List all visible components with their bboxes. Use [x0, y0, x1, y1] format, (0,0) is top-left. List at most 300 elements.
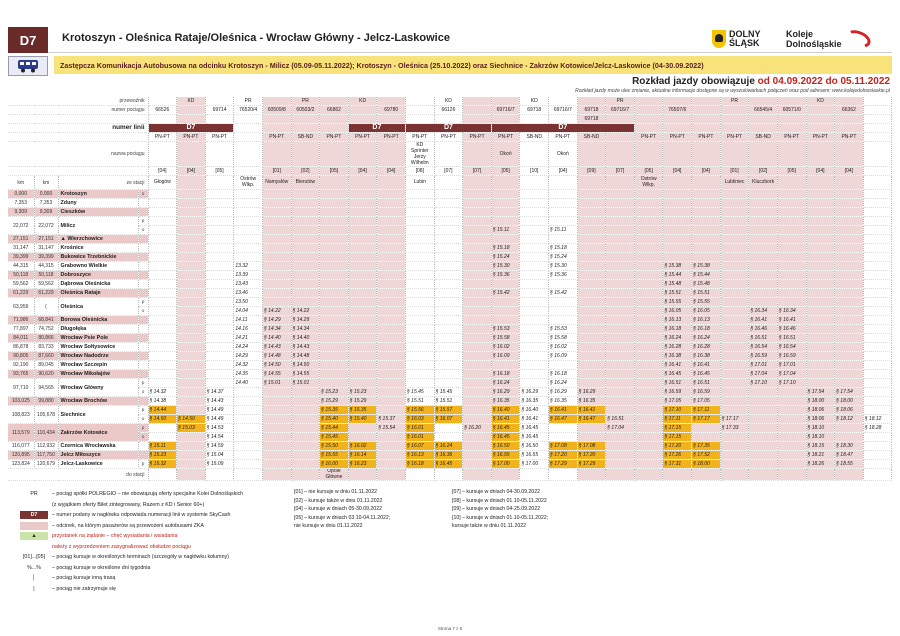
- days-cell: PN-PT: [777, 133, 806, 142]
- time-cell: [148, 235, 177, 244]
- note-code-cell: [05]: [491, 167, 520, 176]
- time-cell: [205, 334, 234, 343]
- time-cell: § 15.37: [377, 415, 406, 424]
- station-name: Wrocław Sołtysowice: [58, 343, 138, 352]
- time-cell: [835, 190, 864, 199]
- line-cell: [720, 124, 749, 133]
- time-cell: [863, 289, 892, 298]
- time-cell: [463, 190, 492, 199]
- days-cell: [863, 133, 892, 142]
- time-cell: [406, 352, 435, 361]
- train-number-2: [463, 115, 492, 124]
- time-cell: [491, 361, 520, 370]
- time-cell: [806, 316, 835, 325]
- time-cell: § 16.29: [549, 388, 578, 397]
- from-station-cell: [863, 176, 892, 190]
- spacer: [8, 115, 148, 124]
- time-cell: § 16.29: [577, 388, 606, 397]
- time-cell: [720, 352, 749, 361]
- time-cell: [463, 307, 492, 316]
- time-cell: [320, 235, 349, 244]
- note-code-cell: [04]: [692, 167, 721, 176]
- time-cell: [320, 361, 349, 370]
- to-station-cell: [692, 469, 721, 481]
- to-station-cell: [434, 469, 463, 481]
- time-cell: [148, 379, 177, 388]
- time-cell: [234, 388, 263, 397]
- carrier-label: przewoźnik: [8, 97, 148, 106]
- time-cell: [806, 253, 835, 262]
- time-cell: § 18.15: [806, 442, 835, 451]
- time-cell: [234, 253, 263, 262]
- km-value: 86,878: [8, 343, 34, 352]
- time-cell: § 14.43: [262, 343, 291, 352]
- arr-dep-marker: o: [138, 388, 148, 397]
- line-number-label: numer linii: [8, 124, 148, 133]
- time-cell: [262, 271, 291, 280]
- time-cell: [806, 379, 835, 388]
- time-cell: [406, 343, 435, 352]
- time-cell: [377, 334, 406, 343]
- time-cell: § 14.29: [262, 316, 291, 325]
- train-name-cell: [634, 142, 663, 167]
- time-cell: [720, 307, 749, 316]
- note-code-cell: [04]: [549, 167, 578, 176]
- time-cell: § 15.23: [348, 388, 377, 397]
- time-cell: [777, 190, 806, 199]
- legend-text: – numer podany w nagłówku odpowiada numeracji linii w systemie SkyCash: [52, 512, 231, 519]
- train-name-cell: [606, 142, 635, 167]
- arr-dep-marker: [138, 271, 148, 280]
- legend-key: D7: [20, 511, 48, 519]
- time-cell: [434, 343, 463, 352]
- time-cell: [777, 451, 806, 460]
- time-cell: [835, 379, 864, 388]
- carrier-cell: [320, 97, 349, 106]
- time-cell: § 15.50: [320, 442, 349, 451]
- km-value: 103,025: [8, 397, 34, 406]
- time-cell: [348, 199, 377, 208]
- station-name: ▲ Wierzchowice: [58, 235, 138, 244]
- arr-dep-marker: [138, 280, 148, 289]
- from-station-cell: Bierutów: [291, 176, 320, 190]
- time-cell: [291, 433, 320, 442]
- train-number-2: [148, 115, 177, 124]
- time-cell: [177, 208, 206, 217]
- carrier-cell: [835, 97, 864, 106]
- time-cell: [320, 334, 349, 343]
- time-cell: [262, 262, 291, 271]
- time-cell: [663, 253, 692, 262]
- from-station-cell: [177, 176, 206, 190]
- train-number-cell: 60503/2: [291, 106, 320, 115]
- days-cell: PN-PT: [177, 133, 206, 142]
- time-cell: [234, 460, 263, 469]
- time-cell: § 17.17: [692, 415, 721, 424]
- time-cell: [320, 325, 349, 334]
- time-cell: [491, 190, 520, 199]
- time-cell: § 16.35: [520, 397, 549, 406]
- time-cell: [434, 361, 463, 370]
- train-number-cell: [863, 106, 892, 115]
- time-cell: § 17.04: [777, 370, 806, 379]
- time-cell: [177, 235, 206, 244]
- time-cell: § 16.59: [692, 388, 721, 397]
- time-cell: § 15.54: [377, 424, 406, 433]
- time-cell: [406, 307, 435, 316]
- time-cell: [406, 199, 435, 208]
- train-number-2: [777, 115, 806, 124]
- time-cell: [291, 451, 320, 460]
- time-cell: § 14.49: [205, 406, 234, 415]
- time-cell: § 16.18: [406, 460, 435, 469]
- time-cell: [377, 262, 406, 271]
- days-cell: PN-PT: [434, 133, 463, 142]
- time-cell: § 14.38: [148, 397, 177, 406]
- train-name-cell: [234, 142, 263, 167]
- time-cell: § 16.54: [777, 343, 806, 352]
- train-number-2: [491, 115, 520, 124]
- km-value: 22,072: [8, 217, 34, 235]
- time-cell: [262, 289, 291, 298]
- time-cell: [434, 217, 463, 226]
- time-cell: [148, 289, 177, 298]
- train-number-2: [606, 115, 635, 124]
- legend-text: – pociąg kursuje w określonych terminach (szczegóły w nagłówku kolumny): [52, 554, 229, 561]
- note-code-cell: [07]: [434, 167, 463, 176]
- time-cell: [835, 352, 864, 361]
- time-cell: [520, 334, 549, 343]
- time-cell: [520, 379, 549, 388]
- time-cell: [205, 244, 234, 253]
- train-number-cell: 66362: [835, 106, 864, 115]
- time-cell: [348, 217, 377, 226]
- time-cell: § 18.00: [835, 397, 864, 406]
- time-cell: § 17.15: [663, 433, 692, 442]
- time-cell: § 16.45: [434, 460, 463, 469]
- legend-key: [20, 522, 48, 530]
- time-cell: [463, 289, 492, 298]
- time-cell: [520, 289, 549, 298]
- km2-value: 0,000: [34, 190, 58, 199]
- arr-dep-marker: [138, 343, 148, 352]
- time-cell: [377, 406, 406, 415]
- time-cell: § 16.02: [348, 442, 377, 451]
- time-cell: § 15.51: [663, 289, 692, 298]
- note-item: [04] – kursuje w dniach 05-30.09.2022: [294, 506, 382, 513]
- time-cell: § 16.40: [520, 406, 549, 415]
- time-cell: [406, 217, 435, 226]
- km2-value: 90,620: [34, 370, 58, 379]
- from-station-cell: Głogów: [148, 176, 177, 190]
- time-cell: § 14.50: [262, 361, 291, 370]
- time-cell: § 17.04: [606, 424, 635, 433]
- time-cell: [577, 289, 606, 298]
- time-cell: § 17.52: [692, 451, 721, 460]
- time-cell: [634, 280, 663, 289]
- km-value: 31,147: [8, 244, 34, 253]
- time-cell: [520, 244, 549, 253]
- time-cell: [377, 388, 406, 397]
- time-cell: [577, 352, 606, 361]
- time-cell: [434, 298, 463, 307]
- time-cell: [692, 208, 721, 217]
- train-number-cell: 66862: [320, 106, 349, 115]
- time-cell: [863, 325, 892, 334]
- time-cell: [777, 442, 806, 451]
- station-name: Zduny: [58, 199, 138, 208]
- time-cell: [463, 235, 492, 244]
- time-cell: § 16.51: [663, 379, 692, 388]
- station-name: Wrocław Mikołajów: [58, 370, 138, 379]
- time-cell: [549, 298, 578, 307]
- time-cell: [634, 199, 663, 208]
- time-cell: § 17.26: [663, 451, 692, 460]
- time-cell: [377, 190, 406, 199]
- time-cell: 14.04: [234, 307, 263, 316]
- time-cell: [577, 334, 606, 343]
- time-cell: [606, 226, 635, 235]
- note-item: [05] – kursuje w dniach 03.10-04.11.2022;: [294, 514, 391, 521]
- time-cell: [320, 244, 349, 253]
- time-cell: § 16.18: [692, 325, 721, 334]
- note-code-cell: [05]: [634, 167, 663, 176]
- time-cell: [177, 334, 206, 343]
- time-cell: [377, 361, 406, 370]
- time-cell: § 16.35: [549, 397, 578, 406]
- to-station-cell: [606, 469, 635, 481]
- time-cell: § 18.10: [806, 424, 835, 433]
- time-cell: [606, 307, 635, 316]
- from-station-cell: [606, 176, 635, 190]
- time-cell: § 14.22: [291, 307, 320, 316]
- train-number-2: [663, 115, 692, 124]
- legend-item: [20, 542, 880, 553]
- time-cell: [434, 370, 463, 379]
- time-cell: [720, 226, 749, 235]
- time-cell: § 16.24: [549, 379, 578, 388]
- time-cell: § 15.01: [291, 379, 320, 388]
- time-cell: [634, 253, 663, 262]
- note-code-cell: [863, 167, 892, 176]
- note-item: [07] – kursuje w dniach 04-30.09.2022: [452, 489, 540, 495]
- train-name-cell: [291, 142, 320, 167]
- to-station-cell: [463, 469, 492, 481]
- time-cell: § 16.02: [491, 343, 520, 352]
- time-cell: [320, 253, 349, 262]
- from-station-label: ze stacji: [58, 176, 148, 190]
- note-code-cell: [05]: [777, 167, 806, 176]
- km2-header: km: [34, 176, 58, 190]
- time-cell: 13.32: [234, 262, 263, 271]
- time-cell: [434, 316, 463, 325]
- time-cell: § 15.55: [320, 451, 349, 460]
- station-name: Czernica Wrocławska: [58, 442, 138, 451]
- bus-icon: [8, 56, 48, 76]
- time-cell: § 14.50: [177, 415, 206, 424]
- carrier-cell: [749, 97, 778, 106]
- time-cell: § 16.01: [406, 433, 435, 442]
- time-cell: § 16.59: [777, 352, 806, 361]
- time-cell: [720, 199, 749, 208]
- time-cell: [663, 217, 692, 226]
- time-cell: [148, 325, 177, 334]
- time-cell: [777, 460, 806, 469]
- line-cell: [262, 124, 291, 133]
- time-cell: [634, 190, 663, 199]
- time-cell: § 15.30: [549, 262, 578, 271]
- note-item: nie kursuje w dniu 01.11.2022: [294, 523, 363, 530]
- time-cell: [863, 370, 892, 379]
- time-cell: § 17.20: [549, 451, 578, 460]
- carrier-cell: [262, 97, 291, 106]
- time-cell: [863, 262, 892, 271]
- time-cell: [634, 262, 663, 271]
- note-item: [02] – kursuje także w dniu 01.11.2022: [294, 497, 383, 504]
- km2-value: 87,660: [34, 352, 58, 361]
- time-cell: [863, 406, 892, 415]
- time-cell: [806, 298, 835, 307]
- time-cell: [463, 325, 492, 334]
- station-name: Długołęka: [58, 325, 138, 334]
- time-cell: [577, 370, 606, 379]
- km2-value: 22,072: [34, 217, 58, 235]
- time-cell: [835, 289, 864, 298]
- time-cell: § 18.10: [806, 433, 835, 442]
- time-cell: [634, 361, 663, 370]
- train-number-cell: 76520/4: [234, 106, 263, 115]
- time-cell: § 16.38: [692, 352, 721, 361]
- km-header: km: [8, 176, 34, 190]
- time-cell: [806, 208, 835, 217]
- time-cell: [835, 316, 864, 325]
- time-cell: § 16.24: [491, 379, 520, 388]
- time-cell: [177, 397, 206, 406]
- time-cell: [663, 190, 692, 199]
- time-cell: § 18.06: [806, 415, 835, 424]
- note-code-cell: [09]: [577, 167, 606, 176]
- km2-value: 80,866: [34, 334, 58, 343]
- time-cell: [291, 226, 320, 235]
- km-value: 59,562: [8, 280, 34, 289]
- time-cell: [205, 253, 234, 262]
- time-cell: [406, 370, 435, 379]
- time-cell: [262, 253, 291, 262]
- time-cell: [148, 280, 177, 289]
- to-station-label: do stacji: [8, 469, 148, 481]
- eagle-shield-icon: [712, 30, 726, 48]
- time-cell: [348, 370, 377, 379]
- time-cell: [234, 451, 263, 460]
- time-cell: [262, 460, 291, 469]
- to-station-cell: [491, 469, 520, 481]
- time-cell: § 15.38: [692, 262, 721, 271]
- time-cell: [835, 262, 864, 271]
- legend-text: przystanek na żądanie – chęć wysiadania i wsiadania: [52, 533, 178, 540]
- from-station-cell: [806, 176, 835, 190]
- time-cell: [806, 244, 835, 253]
- time-cell: [434, 379, 463, 388]
- arr-dep-marker: p: [138, 298, 148, 307]
- time-cell: [205, 307, 234, 316]
- station-name: Wrocław Brochów: [58, 397, 138, 406]
- carrier-cell: [463, 97, 492, 106]
- time-cell: [634, 226, 663, 235]
- time-cell: § 17.54: [806, 388, 835, 397]
- time-cell: [291, 406, 320, 415]
- carrier-cell: KD: [806, 97, 835, 106]
- time-cell: [749, 442, 778, 451]
- time-cell: [234, 226, 263, 235]
- time-cell: § 17.35: [692, 442, 721, 451]
- to-station-cell: [177, 469, 206, 481]
- time-cell: [835, 433, 864, 442]
- time-cell: [320, 307, 349, 316]
- arr-dep-marker: o: [138, 226, 148, 235]
- arr-dep-marker: [138, 316, 148, 325]
- time-cell: [863, 271, 892, 280]
- time-cell: [863, 397, 892, 406]
- km-value: 108,823: [8, 406, 34, 424]
- time-cell: § 16.07: [406, 442, 435, 451]
- time-cell: [520, 352, 549, 361]
- time-cell: [606, 451, 635, 460]
- days-label: [8, 133, 148, 142]
- time-cell: [177, 379, 206, 388]
- time-cell: § 14.37: [205, 388, 234, 397]
- time-cell: [262, 397, 291, 406]
- time-cell: [291, 460, 320, 469]
- time-cell: [148, 208, 177, 217]
- time-cell: § 16.13: [692, 316, 721, 325]
- time-cell: [606, 352, 635, 361]
- train-name-cell: [348, 142, 377, 167]
- time-cell: [520, 262, 549, 271]
- train-number-cell: [634, 106, 663, 115]
- route-title: Krotoszyn - Oleśnica Rataje/Oleśnica - Wrocław Główny - Jelcz-Laskowice: [62, 32, 450, 44]
- time-cell: [434, 235, 463, 244]
- time-cell: § 16.54: [749, 343, 778, 352]
- time-cell: [634, 397, 663, 406]
- time-cell: [777, 208, 806, 217]
- time-cell: § 16.41: [520, 415, 549, 424]
- time-cell: [377, 289, 406, 298]
- legend-item: [20, 521, 880, 532]
- time-cell: [463, 217, 492, 226]
- time-cell: [520, 226, 549, 235]
- time-cell: [520, 271, 549, 280]
- time-cell: § 16.41: [549, 406, 578, 415]
- time-cell: [377, 271, 406, 280]
- time-cell: [234, 415, 263, 424]
- train-number-cell: 66126: [434, 106, 463, 115]
- time-cell: [234, 397, 263, 406]
- train-name-cell: [663, 142, 692, 167]
- carrier-cell: KD: [348, 97, 377, 106]
- note-code-cell: [01]: [262, 167, 291, 176]
- time-cell: [520, 298, 549, 307]
- time-cell: [606, 280, 635, 289]
- line-cell: [863, 124, 892, 133]
- km2-value: 44,315: [34, 262, 58, 271]
- time-cell: [806, 352, 835, 361]
- time-cell: [863, 280, 892, 289]
- station-name: Zakrzów Kotowice: [58, 424, 138, 442]
- time-cell: [262, 298, 291, 307]
- time-cell: [262, 235, 291, 244]
- legend-key: [01]...[05]: [22, 554, 46, 561]
- time-cell: § 17.08: [577, 442, 606, 451]
